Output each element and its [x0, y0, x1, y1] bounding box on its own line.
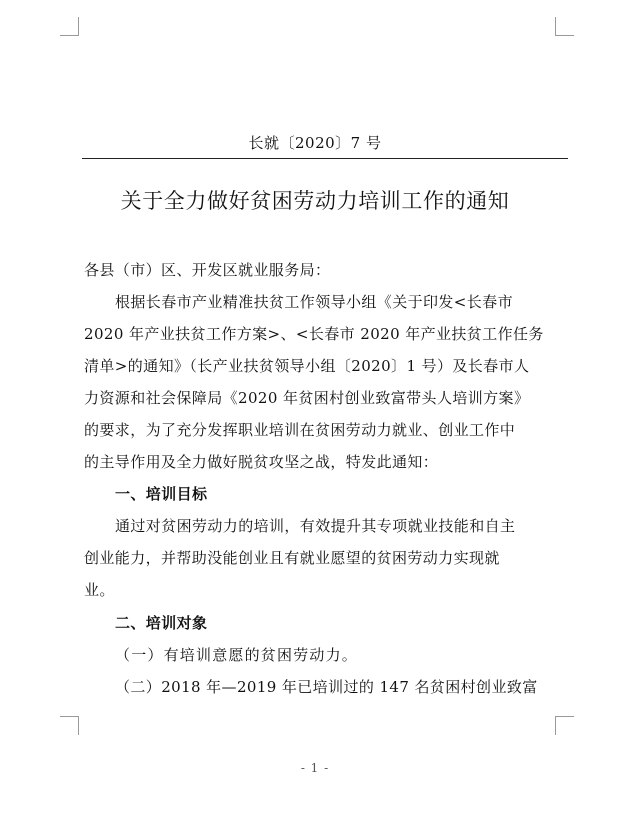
section1-body-line: 通过对贫困劳动力的培训，有效提升其专项就业技能和自主: [115, 517, 516, 535]
paragraph1-line: 的要求，为了充分发挥职业培训在贫困劳动力就业、创业工作中: [84, 421, 516, 439]
page-corner-mark-top-left: [60, 17, 79, 36]
section1-body-line: 创业能力，并帮助没能创业且有就业愿望的贫困劳动力实现就: [84, 549, 500, 567]
page-corner-mark-top-right: [555, 17, 574, 36]
header-divider: [82, 158, 568, 159]
page-number: - 1 -: [300, 761, 330, 775]
page-corner-mark-bottom-right: [555, 716, 574, 735]
paragraph1-line: 根据长春市产业精准扶贫工作领导小组《关于印发<长春市: [115, 293, 513, 311]
paragraph1-line: 的主导作用及全力做好脱贫攻坚之战，特发此通知：: [84, 453, 439, 471]
salutation: 各县（市）区、开发区就业服务局：: [84, 261, 331, 279]
section2-item: （二）2018 年—2019 年已培训过的 147 名贫困村创业致富: [115, 678, 538, 696]
paragraph1-line: 清单>的通知》（长产业扶贫领导小组〔2020〕1 号）及长春市人: [84, 357, 530, 375]
paragraph1-line: 2020 年产业扶贫工作方案>、<长春市 2020 年产业扶贫工作任务: [84, 325, 544, 343]
section1-heading: 一、培训目标: [115, 485, 208, 503]
section2-heading: 二、培训对象: [115, 614, 208, 632]
document-title: 关于全力做好贫困劳动力培训工作的通知: [120, 189, 510, 213]
section1-body-line: 业。: [84, 581, 115, 599]
section2-item: （一）有培训意愿的贫困劳动力。: [115, 646, 359, 664]
document-number: 长就〔2020〕7 号: [248, 134, 382, 152]
page-corner-mark-bottom-left: [60, 716, 79, 735]
paragraph1-line: 力资源和社会保障局《2020 年贫困村创业致富带头人培训方案》: [84, 389, 530, 407]
